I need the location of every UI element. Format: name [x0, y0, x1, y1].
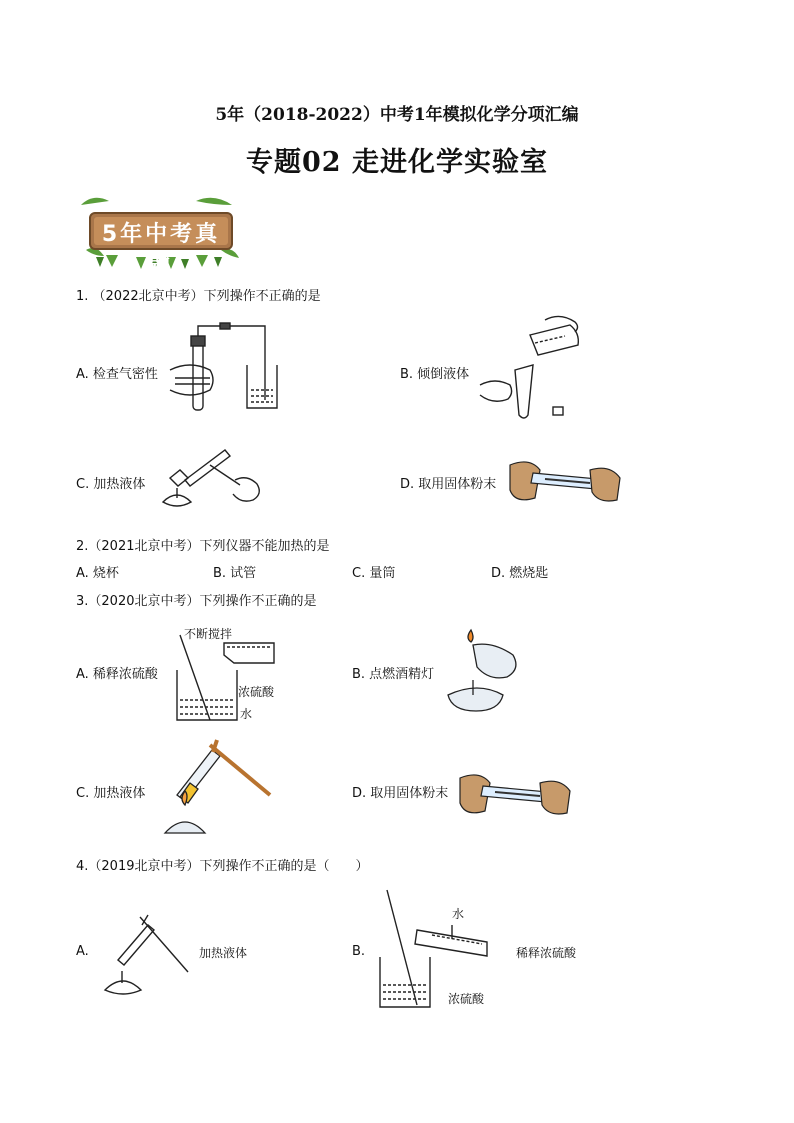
- q4-option-a: A.: [76, 944, 89, 959]
- q3-option-c: C. 加热液体: [76, 786, 146, 801]
- alcohol-lamp-illustration: [443, 625, 523, 715]
- solid-powder-illustration: [505, 455, 625, 505]
- page-subtitle: 5年（2018-2022）中考1年模拟化学分项汇编: [215, 105, 579, 125]
- q2-option-b: B. 试管: [213, 566, 257, 581]
- q4-heating-liquid-illustration: [100, 905, 195, 1000]
- page-title: 专题02 走进化学实验室: [246, 147, 548, 178]
- question-1-stem: 1. （2022北京中考）下列操作不正确的是: [76, 289, 321, 304]
- q1-option-d: D. 取用固体粉末: [400, 477, 497, 492]
- heating-liquid-color-illustration: [155, 735, 270, 840]
- label-acid: 浓硫酸: [238, 685, 275, 699]
- q4-option-b: B.: [352, 944, 366, 959]
- q4-label-water: 水: [452, 907, 465, 921]
- solid-powder-illustration-2: [455, 768, 575, 818]
- q2-option-d: D. 燃烧匙: [491, 566, 549, 581]
- q2-option-c: C. 量筒: [352, 566, 396, 581]
- question-3-stem: 3.（2020北京中考）下列操作不正确的是: [76, 594, 317, 609]
- question-4-stem: 4.（2019北京中考）下列操作不正确的是（ ）: [76, 859, 369, 874]
- q1-option-b: B. 倾倒液体: [400, 367, 470, 382]
- q1-option-a: A. 检查气密性: [76, 367, 158, 382]
- q4-label-dilute: 稀释浓硫酸: [516, 946, 577, 960]
- q4-label-acid: 浓硫酸: [448, 992, 485, 1006]
- q1-option-c: C. 加热液体: [76, 477, 146, 492]
- label-water: 水: [240, 707, 253, 721]
- q2-option-a: A. 烧杯: [76, 566, 119, 581]
- pouring-liquid-illustration: [475, 315, 590, 425]
- banner-text: 5年中考真题: [101, 222, 221, 278]
- q4-label-heat: 加热液体: [199, 946, 248, 960]
- q3-option-d: D. 取用固体粉末: [352, 786, 449, 801]
- question-2-stem: 2.（2021北京中考）下列仪器不能加热的是: [76, 539, 330, 554]
- heating-liquid-illustration: [155, 440, 270, 520]
- section-banner: [76, 195, 246, 278]
- airtightness-check-illustration: [165, 320, 285, 415]
- q3-option-a: A. 稀释浓硫酸: [76, 667, 158, 682]
- label-stir: 不断搅拌: [184, 627, 233, 641]
- q3-option-b: B. 点燃酒精灯: [352, 667, 435, 682]
